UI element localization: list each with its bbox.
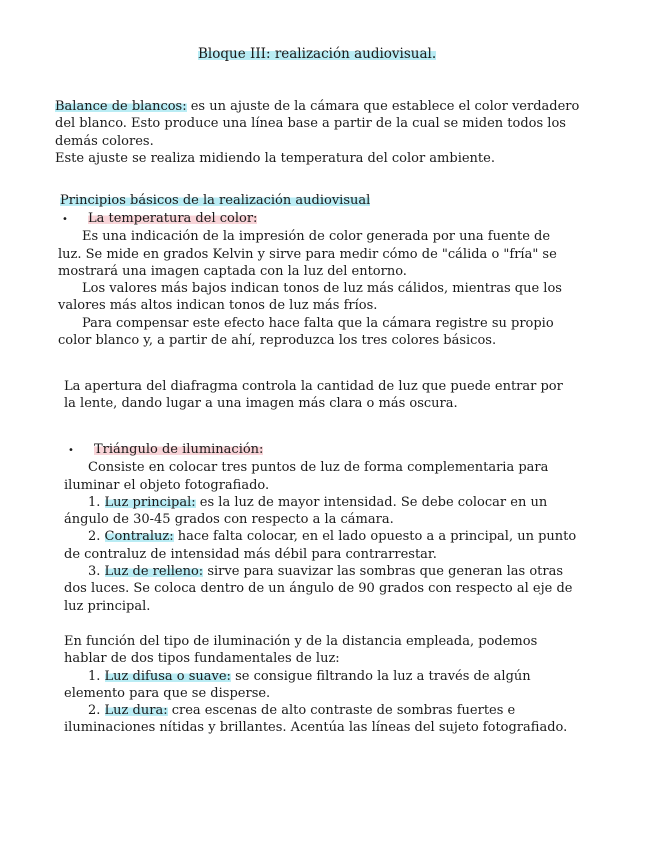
contraluz-item: 2. Contraluz: hace falta colocar, en el lado opuesto a a principal, un punto	[88, 529, 577, 545]
luz-dura-item: 2. Luz dura: crea escenas de alto contraste de sombras fuertes e	[88, 703, 516, 719]
tipos-section: En función del tipo de iluminación y de la distancia empleada, podemos hablar de dos tipos fundamentales de luz: 1. Luz difusa o suave: se consigue filtrando la luz a través de algún elemento para que se disperse. 2. Luz dura: crea escenas de alto contraste de sombras fuertes e iluminaciones nítidas y brillantes. Acentúa las líneas del sujeto fotografiado.	[64, 634, 568, 736]
luz-relleno-item: 3. Luz de relleno: sirve para suavizar las sombras que generan las otras	[88, 564, 564, 580]
bullet-icon: •	[68, 445, 74, 456]
temperatura-heading: La temperatura del color:	[88, 211, 258, 226]
luz-difusa-item: 1. Luz difusa o suave: se consigue filtrando la luz a través de algún	[88, 668, 531, 684]
triangulo-heading: Triángulo de iluminación:	[94, 442, 264, 457]
luz-principal-item: 1. Luz principal: es la luz de mayor intensidad. Se debe colocar en un	[88, 494, 548, 510]
luz-relleno-term: Luz de relleno:	[104, 564, 204, 580]
principios-heading: Principios básicos de la realización audiovisual	[60, 193, 371, 208]
triangulo-section: • Triángulo de iluminación: Consiste en colocar tres puntos de luz de forma complementaria para iluminar el objeto fotografiado. 1. Luz principal: es la luz de mayor intensidad. Se debe colocar en un ángulo de 30-45 grados con respecto a la cámara. 2. Contraluz: hace falta colocar, en el lado opuesto a a principal, un punto de contraluz de intensidad más débil para contrarrestar. 3. Luz de relleno: sirve para suavizar las sombras que generan las otras dos luces. Se coloca dentro de un ángulo de 90 grados con respecto al eje de luz principal.	[64, 442, 577, 614]
title-text: Bloque III: realización audiovisual.	[198, 46, 437, 62]
contraluz-term: Contraluz:	[104, 529, 174, 545]
temperatura-section: • La temperatura del color: Es una indicación de la impresión de color generada por una fuente de luz. Se mide en grados Kelvin y sirve para medir cómo de "cálida o "fría" se mostrará una imagen captada con la luz del entorno. Los valores más bajos indican tonos de luz más cálidos, mientras que los valores más altos indican tonos de luz más fríos. Para compensar este efecto hace falta que la cámara registre su propio color blanco y, a partir de ahí, reproduzca los tres colores básicos.	[58, 211, 562, 349]
luz-difusa-term: Luz difusa o suave:	[104, 668, 231, 684]
balance-term: Balance de blancos:	[55, 99, 187, 114]
luz-dura-term: Luz dura:	[104, 703, 168, 719]
balance-paragraph: Balance de blancos: es un ajuste de la cámara que establece el color verdadero del blanco. Esto produce una línea base a partir de la cual se miden todos los demás colores. Este ajuste se realiza midiendo la temperatura del color ambiente.	[55, 99, 580, 166]
luz-principal-term: Luz principal:	[104, 494, 196, 510]
page-title	[198, 46, 436, 63]
bullet-icon: •	[62, 214, 68, 225]
apertura-paragraph: La apertura del diafragma controla la cantidad de luz que puede entrar por la lente, dando lugar a una imagen más clara o más oscura.	[64, 379, 563, 412]
